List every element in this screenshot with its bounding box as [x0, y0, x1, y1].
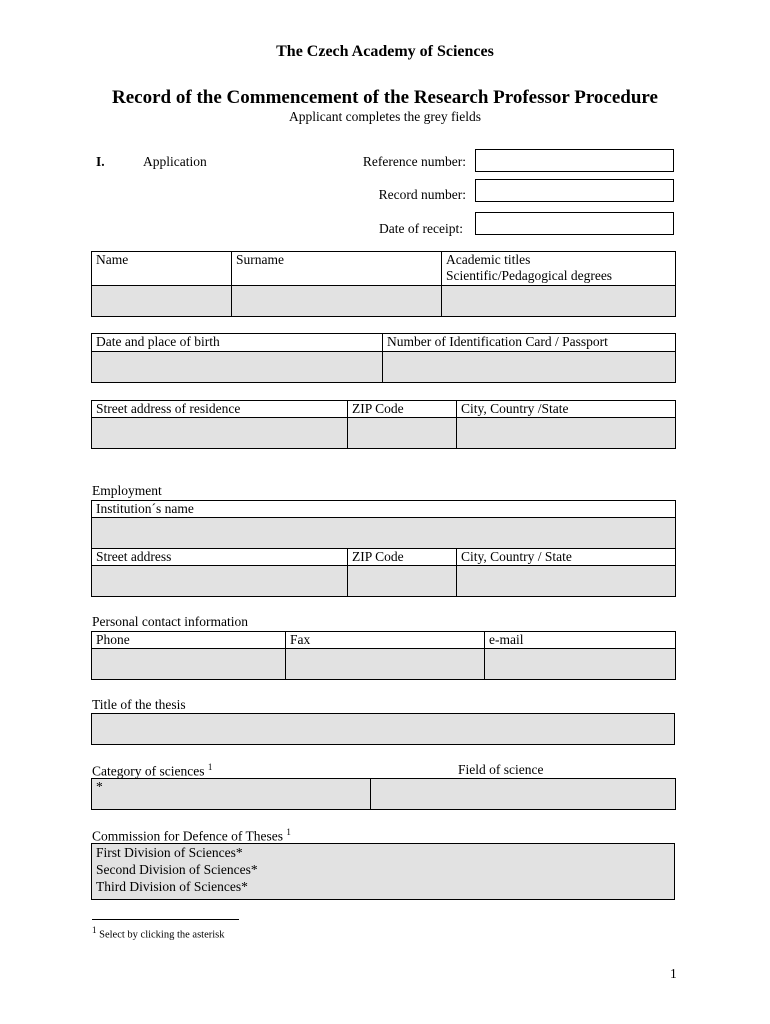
category-asterisk[interactable]: *	[96, 779, 103, 794]
phone-field[interactable]	[92, 649, 286, 680]
email-field[interactable]	[485, 649, 676, 680]
field-of-science-heading: Field of science	[458, 762, 544, 777]
institution-field[interactable]	[92, 518, 676, 549]
footnote-marker: 1	[92, 925, 97, 935]
commission-option-second[interactable]: Second Division of Sciences*	[96, 862, 258, 877]
residence-street-header: Street address of residence	[92, 401, 348, 418]
titles-field[interactable]	[442, 286, 676, 317]
birth-table	[91, 333, 676, 383]
residence-city-header: City, Country /State	[457, 401, 676, 418]
commission-option-third[interactable]: Third Division of Sciences*	[96, 879, 248, 894]
residence-zip-field[interactable]	[348, 418, 457, 449]
record-number-label: Record number:	[378, 187, 466, 202]
footnote	[92, 925, 225, 941]
institution-header: Institution´s name	[92, 501, 676, 518]
employment-street-field[interactable]	[92, 566, 348, 597]
birth-field[interactable]	[92, 352, 383, 383]
name-table	[91, 251, 676, 317]
category-field[interactable]	[92, 779, 371, 810]
document-title: Record of the Commencement of the Research Professor Procedure	[112, 87, 658, 108]
name-field[interactable]	[92, 286, 232, 317]
id-number-header: Number of Identification Card / Passport	[383, 334, 676, 352]
id-number-field[interactable]	[383, 352, 676, 383]
date-of-receipt-label: Date of receipt:	[379, 221, 463, 236]
residence-table	[91, 400, 676, 449]
residence-street-field[interactable]	[92, 418, 348, 449]
document-subtitle: Applicant completes the grey fields	[289, 109, 481, 124]
employment-table	[91, 500, 676, 597]
footnote-text: Select by clicking the asterisk	[99, 929, 225, 941]
phone-header: Phone	[92, 632, 286, 649]
record-number-field[interactable]	[475, 179, 674, 202]
organization-name: The Czech Academy of Sciences	[276, 43, 494, 60]
commission-footnote-ref: 1	[286, 827, 291, 837]
employment-street-header: Street address	[92, 549, 348, 566]
fax-field[interactable]	[286, 649, 485, 680]
page-number: 1	[670, 966, 677, 981]
field-of-science-field[interactable]	[371, 779, 676, 810]
thesis-heading: Title of the thesis	[92, 697, 186, 712]
birth-header: Date and place of birth	[92, 334, 383, 352]
fax-header: Fax	[286, 632, 485, 649]
date-of-receipt-field[interactable]	[475, 212, 674, 235]
section-label: Application	[143, 154, 207, 169]
employment-zip-header: ZIP Code	[348, 549, 457, 566]
surname-header: Surname	[232, 252, 442, 286]
category-footnote-ref: 1	[207, 762, 213, 772]
footnote-divider	[92, 919, 239, 920]
thesis-field[interactable]	[92, 714, 675, 745]
reference-number-label: Reference number:	[362, 154, 466, 169]
surname-field[interactable]	[232, 286, 442, 317]
commission-field	[92, 844, 675, 900]
commission-option-first[interactable]: First Division of Sciences*	[96, 845, 243, 860]
employment-city-header: City, Country / State	[457, 549, 676, 566]
employment-zip-field[interactable]	[348, 566, 457, 597]
residence-city-field[interactable]	[457, 418, 676, 449]
contact-table	[91, 631, 676, 680]
commission-heading: Commission for Defence of Theses $^1$	[92, 827, 291, 844]
name-header: Name	[92, 252, 232, 286]
employment-heading: Employment	[92, 483, 162, 498]
category-table	[91, 778, 676, 810]
section-number: I.	[96, 154, 105, 169]
email-header: e-mail	[485, 632, 676, 649]
commission-table	[91, 843, 675, 900]
reference-number-field[interactable]	[475, 149, 674, 172]
contact-heading: Personal contact information	[92, 614, 248, 629]
category-heading: Category of sciences $^1$	[92, 762, 213, 779]
employment-city-field[interactable]	[457, 566, 676, 597]
thesis-table	[91, 713, 675, 745]
titles-header: Academic titles Scientific/Pedagogical degrees	[442, 252, 676, 286]
residence-zip-header: ZIP Code	[348, 401, 457, 418]
